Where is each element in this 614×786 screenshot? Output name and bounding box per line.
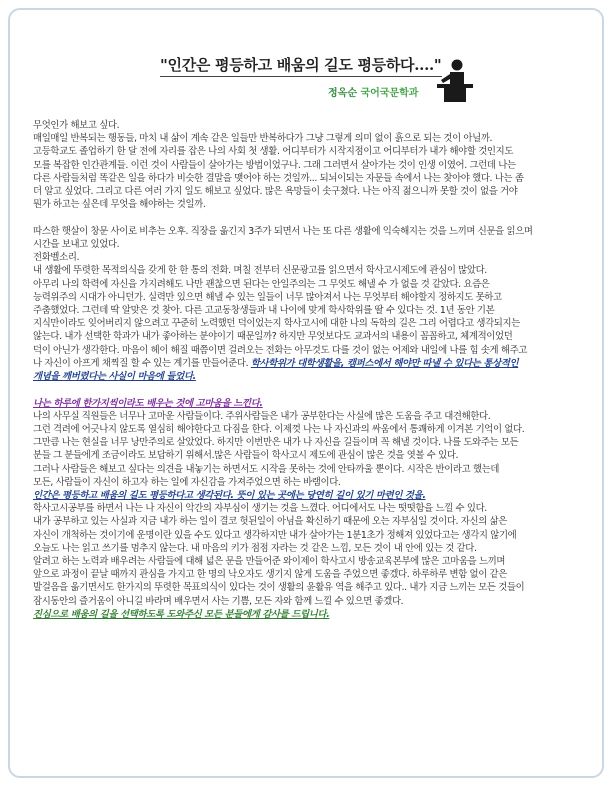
author-line [328,84,418,99]
text-line: 덕이 아닌가 생각한다. 마음이 헤이 해질 때쯤이면 걸려오는 전화는 아무것도 다를 것이 없는 어제와 내일에 나를 힘 솟게 해주고 [33,344,527,356]
closing-line: 진심으로 배움의 길을 선택하도록 도와주신 모든 분들에게 감사를 드립니다. [33,608,330,620]
text-line: 앞으로 과정이 끝날 때까지 관심을 가지고 한 명의 낙오자도 생기지 않게 도움을 주었으면 좋겠다. 하루하루 변함 없이 같은 [33,569,507,581]
text-line: 전화벨소리. [33,252,80,264]
person-at-podium-icon [435,58,475,102]
text-line: 잠시동안의 즐거움이 아니길 바라며 배우면서 사는 기쁨, 모든 자와 함께 느낄 수 있으면 좋겠다. [33,595,404,607]
paragraph-3 [33,397,593,503]
text-line: 발걸음을 옮기면서도 한가지의 뚜렷한 목표의식이 있다는 것이 생활의 윤활유 역을 해주고 있다.. 내가 지금 느끼는 모든 것들이 [33,582,525,594]
text-line: 모를 복잡한 인간관계들. 이런 것이 사람들이 살아가는 방법이었구나. 그래 그러면서 살아가는 것이 인생 이였어. 그런데 나는 [33,159,516,171]
text-line: 아무리 나의 학력에 자신을 가지려해도 나만 괜찮으면 된다는 안일주의는 그 무엇도 해낼 수 가 없을 것 같았다. 요즘은 [33,278,490,290]
text-line: 다른 사람들처럼 똑같은 일을 하다가 비슷한 결말을 맺어야 하는 것일까... 되뇌이되는 자문들 속에서 나는 찾아야 했다. 나는 좀 [33,172,524,184]
text-line: 뭔가 하고는 싶은데 무엇을 해야하는 것일까. [33,199,206,211]
text-line: 매일매일 반복되는 행동들, 마치 내 삶이 계속 같은 일들만 반복하다가 그냥 그렇게 의미 없이 흙으로 되는 것이 아닐까. [33,133,493,145]
text-line: 나의 사무실 직원들은 너무나 고마운 사람들이다. 주위사람들은 내가 공부한다는 사실에 많은 도움을 주고 대견해한다. [33,410,491,422]
text-line: 주춤했었다. 그런데 딱 알맞은 것 찾아. 다른 고교동창생들과 내 나이에 맞게 학사학위를 딸 수 있다는 것. 1년 동안 기본 [33,305,495,317]
text-line: 알려고 하는 노력과 배우려는 사람들에 대해 넓은 문을 만들어준 와이제이 학사고시 방송교육본부에 많은 고마움을 느끼며 [33,556,506,568]
text-line: 그런 격려에 어긋나지 않도록 열심히 해야한다고 다짐을 한다. 이제껏 나는 나 자신과의 싸움에서 통쾌하게 이겨본 기억이 없다. [33,424,525,436]
essay-card [8,8,604,778]
text-line: 오늘도 나는 읽고 쓰기를 멈추지 않는다. 내 마음의 키가 점점 자라는 것 같은 느낌, 모든 것이 내 안에 있는 것 같다. [33,542,477,554]
paragraph-gap [33,383,593,396]
text-segment: 나 자신이 아프게 채찍질 할 수 있는 계기를 만들어준다. [33,357,251,369]
text-line: 내 생활에 뚜렷한 목적의식을 갖게 한 한 통의 전화. 며칠 전부터 신문광고를 읽으면서 학사고시제도에 관심이 많았다. [33,265,487,277]
text-line: 능력위주의 시대가 아니던가. 실력만 있으면 해낼 수 있는 일들이 너무 많아져서 나는 무엇부터 해야할지 정하지도 못하고 [33,291,502,303]
author-department: 국어국문학과 [360,88,419,99]
text-line: 학사고시공부를 하면서 나는 나 자신이 악간의 자부심이 생기는 것을 느꼈다. 어디에서도 나는 떳떳함을 느낄 수 있다. [33,503,487,515]
text-line: 그만큼 나는 현실을 너무 낭만주의로 살았었다. 하지만 이번만은 내가 나 자신을 길들이며 꼭 해낼 것이다. 나를 도와주는 모든 [33,437,519,449]
paragraph-1 [33,119,593,211]
text-line: 분들 그 분들에게 조금이라도 보답하기 위해서.많은 사람들이 학사고시 제도에 관심이 많은 것을 엿볼 수 있다. [33,450,459,462]
text-line: 더 알고 싶었다. 그리고 다른 여러 가지 일도 해보고 싶었다. 많은 욕망들이 솟구쳤다. 나는 아직 젊으니까 못할 것이 없을 거야 [33,186,518,198]
essay-title: "인간은 평등하고 배움의 길도 평등하다...." [160,56,442,74]
text-line: 따스한 햇살이 창문 사이로 비추는 오후. 직장을 옮긴지 3주가 되면서 나는 또 다른 생활에 익숙해지는 것을 느끼며 신문을 읽으며 [33,225,533,237]
text-line: 그러나 사람들은 해보고 싶다는 의견을 내놓기는 하면서도 시작을 못하는 것에 안타까울 뿐이다. 시작은 반이라고 했는데 [33,463,500,475]
text-line: 지식만이라도 잊어버리지 않으려고 꾸준히 노력했던 덕이었는지 학사고시에 대한 나의 독학의 길은 그리 어렵다고 생각되지는 [33,318,520,330]
essay-header [10,10,602,120]
author-name: 정옥순 [328,88,357,99]
highlight-text: 학사학위가 대학생활을, 캠퍼스에서 해야만 따낼 수 있다는 통상적인 [250,357,519,369]
text-line: 자신이 개척하는 것이기에 운명이란 있을 수도 있다고 생각하지만 내가 살아가는 1분1초가 정해져 있었다고는 생각지 않기에 [33,529,517,541]
text-line: 무엇인가 해보고 싶다. [33,120,120,131]
title-underline [160,76,442,77]
paragraph-gap [33,211,593,224]
section-heading: 나는 하루에 한가지씩이라도 배우는 것에 고마움을 느낀다. [33,397,263,409]
paragraph-4 [33,502,593,621]
highlight-text: 인간은 평등하고 배움의 길도 평등하다고 생각된다. 뜻이 있는 곳에는 당연히 길이 있기 마련인 것을. [33,490,426,502]
essay-body [33,119,593,621]
highlight-text: 개념을 깨버렸다는 사실이 마음에 들었다. [33,371,196,383]
text-line [33,370,593,383]
paragraph-2 [33,225,593,383]
text-line: 시간을 보내고 있었다. [33,239,120,251]
text-line: 내가 공부하고 있는 사실과 지금 내가 하는 일이 결코 헛된일이 아님을 확신하기 때문에 오는 자부심일 것이다. 자신의 삶은 [33,516,507,528]
text-line: 모든, 사람들이 자신이 하고자 하는 일에 자신감을 가져주었으면 하는 바램이다. [33,476,341,488]
text-line: 고등학교도 졸업하기 한 달 전에 자리를 잡은 나의 사회 첫 생활. 어디부터가 시작지점이고 어디부터가 내가 해야할 것인지도 [33,146,514,158]
text-line [33,357,593,370]
text-line: 않는다. 내가 선택한 학과가 내가 좋아하는 분야이기 때문일까? 하지만 무엇보다도 교과서의 내용이 꼼꼼하고, 체계적이었던 [33,331,513,343]
